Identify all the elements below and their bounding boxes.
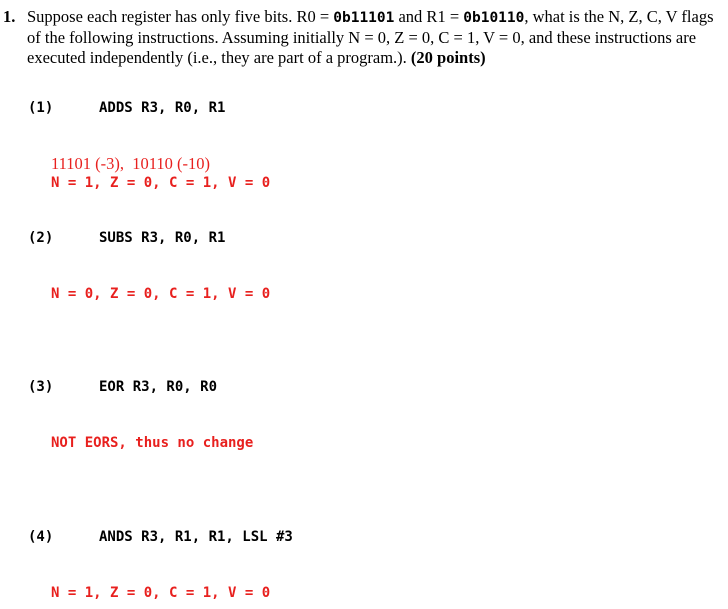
question-number: 1.: [3, 7, 16, 26]
part-4-answer: N = 1, Z = 0, C = 1, V = 0: [51, 585, 271, 601]
question-text-a: Suppose each register has only five bits. R0 =: [27, 7, 334, 26]
part-1-note: 11101 (-3), 10110 (-10): [51, 154, 211, 173]
part-4-instruction: ANDS R3, R1, R1, LSL #3: [99, 529, 293, 545]
question-text: [27, 7, 719, 68]
points-label: (20 points): [410, 48, 486, 67]
r0-value: 0b11101: [333, 10, 395, 26]
part-1-answer: N = 1, Z = 0, C = 1, V = 0: [51, 175, 271, 191]
question-text-c: , what is the N, Z, C, V flags of the following instructions. Assuming initially N = 0, Z = 0, C = 1, V = 0, and these instructions are executed independently (i.e., they are part of a program.).: [27, 7, 714, 67]
part-2-answer: N = 0, Z = 0, C = 1, V = 0: [51, 286, 271, 302]
part-2-instruction: SUBS R3, R0, R1: [99, 230, 226, 246]
part-3-label: (3): [28, 379, 54, 395]
part-3-instruction: EOR R3, R0, R0: [99, 379, 218, 395]
question-text-b: and R1 =: [394, 7, 464, 26]
part-4-label: (4): [28, 529, 54, 545]
part-3-answer: NOT EORS, thus no change: [51, 435, 254, 451]
part-1-instruction: ADDS R3, R0, R1: [99, 100, 226, 116]
part-1-label: (1): [28, 100, 54, 116]
r1-value: 0b10110: [463, 10, 525, 26]
part-2-label: (2): [28, 230, 54, 246]
